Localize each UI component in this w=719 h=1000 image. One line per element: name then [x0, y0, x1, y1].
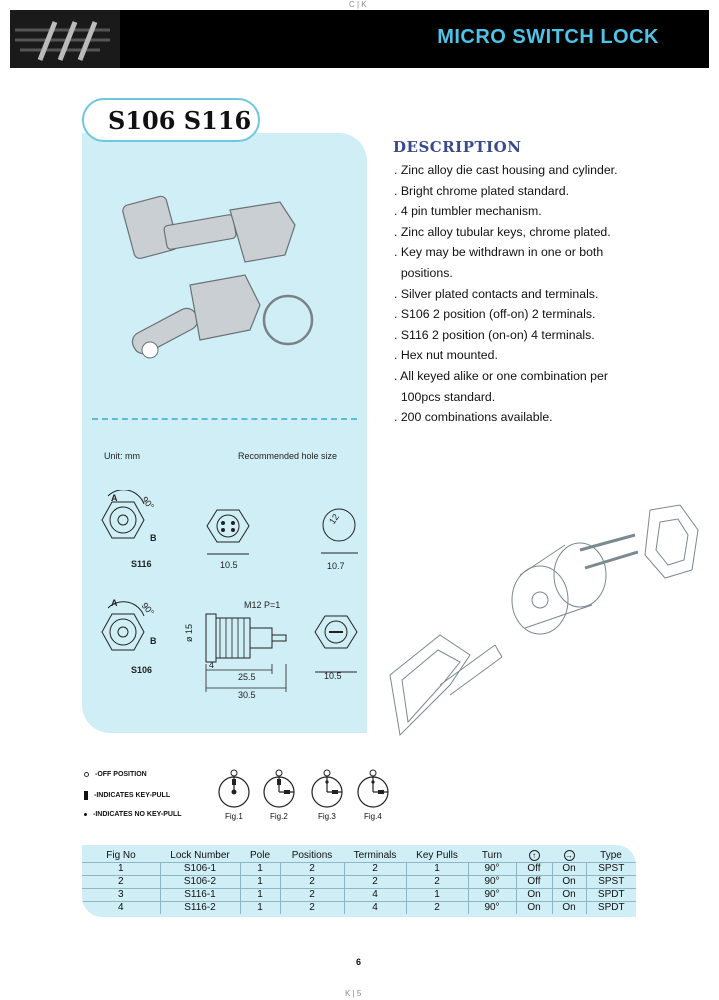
- label-a-s106: A: [111, 598, 118, 608]
- fig-2-label: Fig.2: [270, 812, 288, 821]
- dim-15: ø 15: [184, 623, 195, 643]
- fig-1-label: Fig.1: [225, 812, 243, 821]
- crop-mark-bottom: K | 5: [345, 989, 362, 998]
- table-row: 4 S116-2 1 2 4 2 90° On On SPDT: [82, 901, 636, 914]
- description-item: . 200 combinations available.: [394, 410, 553, 425]
- table-row: 1 S106-1 1 2 2 1 90° Off On SPST: [82, 862, 636, 875]
- description-item: . Zinc alloy die cast housing and cylinder.: [394, 163, 618, 177]
- legend-no-key-pull: -INDICATES NO KEY-PULL: [84, 811, 182, 818]
- col-position-b: [552, 845, 586, 862]
- col-positions: Positions: [291, 849, 333, 861]
- table-header-row: [82, 845, 636, 862]
- dim-10-7: 10.7: [327, 561, 345, 571]
- brand-logo: [10, 10, 120, 68]
- up-arrow-circle-icon: ↑: [529, 850, 540, 861]
- description-item: . Key may be withdrawn in one or both: [394, 245, 604, 260]
- model-title: S106 S116: [108, 106, 252, 135]
- description-item: . S106 2 position (off-on) 2 terminals.: [394, 307, 596, 322]
- table-row: 3 S116-1 1 2 4 1 90° On On SPDT: [82, 888, 636, 901]
- description-item: . 4 pin tumbler mechanism.: [394, 204, 542, 219]
- description-item: . Bright chrome plated standard.: [394, 183, 569, 198]
- label-a: A: [111, 493, 118, 503]
- dim-10-5-bottom: 10.5: [324, 671, 342, 681]
- dim-m12: M12 P=1: [244, 600, 281, 610]
- s106-label: S106: [131, 665, 153, 675]
- col-type: Type: [600, 849, 622, 861]
- description-title: DESCRIPTION: [393, 138, 522, 156]
- col-fig-no: Fig No: [106, 849, 136, 861]
- right-arrow-circle-icon: →: [565, 850, 573, 860]
- description-list: [394, 160, 709, 428]
- col-position-a: [516, 845, 552, 862]
- description-item: . Silver plated contacts and terminals.: [394, 286, 599, 301]
- dim-30-5: 30.5: [238, 690, 256, 700]
- s116-hole-view: [318, 505, 360, 567]
- col-lock-number: Lock Number: [170, 849, 230, 861]
- label-b-s106: B: [150, 636, 157, 646]
- fig-4-label: Fig.4: [364, 812, 382, 821]
- dim-12: 12: [327, 512, 341, 526]
- s116-label: S116: [131, 559, 152, 569]
- description-item: . S116 2 position (on-on) 4 terminals.: [394, 327, 595, 342]
- description-item: 100pcs standard.: [394, 389, 496, 404]
- col-pole: Pole: [249, 849, 270, 861]
- dim-25-5: 25.5: [238, 672, 256, 682]
- fig-3-label: Fig.3: [318, 812, 336, 821]
- crop-mark-top: C | K: [349, 0, 367, 9]
- dim-4: 4: [209, 660, 215, 670]
- label-b: B: [150, 533, 157, 543]
- exploded-view-illustration: [380, 490, 709, 745]
- page-header-title: MICRO SWITCH LOCK: [437, 26, 659, 48]
- key-pull-icon: [84, 791, 88, 800]
- position-figures: [210, 766, 400, 812]
- product-photo: [110, 180, 340, 380]
- col-turn: Turn: [481, 849, 503, 861]
- page-number: 6: [356, 957, 362, 967]
- section-divider: [92, 418, 357, 420]
- legend-key-pull: -INDICATES KEY-PULL: [84, 791, 170, 800]
- angle-label-s106: 90°: [139, 600, 157, 618]
- description-item: . Hex nut mounted.: [394, 348, 498, 363]
- description-item: positions.: [394, 265, 453, 280]
- angle-label: 90°: [139, 494, 157, 512]
- description-item: . All keyed alike or one combination per: [394, 368, 608, 383]
- description-item: . Zinc alloy tubular keys, chrome plated.: [394, 224, 611, 239]
- s106-rear-view: [313, 612, 359, 676]
- legend-off: -OFF POSITION: [84, 771, 147, 778]
- table-row: 2 S106-2 1 2 2 2 90° Off On SPST: [82, 875, 636, 888]
- off-position-icon: [84, 772, 89, 777]
- no-key-pull-icon: [84, 813, 87, 816]
- s116-rear-view: [205, 506, 251, 566]
- dim-10-5-top: 10.5: [220, 560, 238, 570]
- unit-label: Unit: mm: [104, 451, 140, 461]
- col-terminals: Terminals: [353, 849, 397, 861]
- specification-table: [82, 845, 636, 917]
- col-key-pulls: Key Pulls: [416, 849, 458, 861]
- hole-size-label: Recommended hole size: [238, 451, 338, 461]
